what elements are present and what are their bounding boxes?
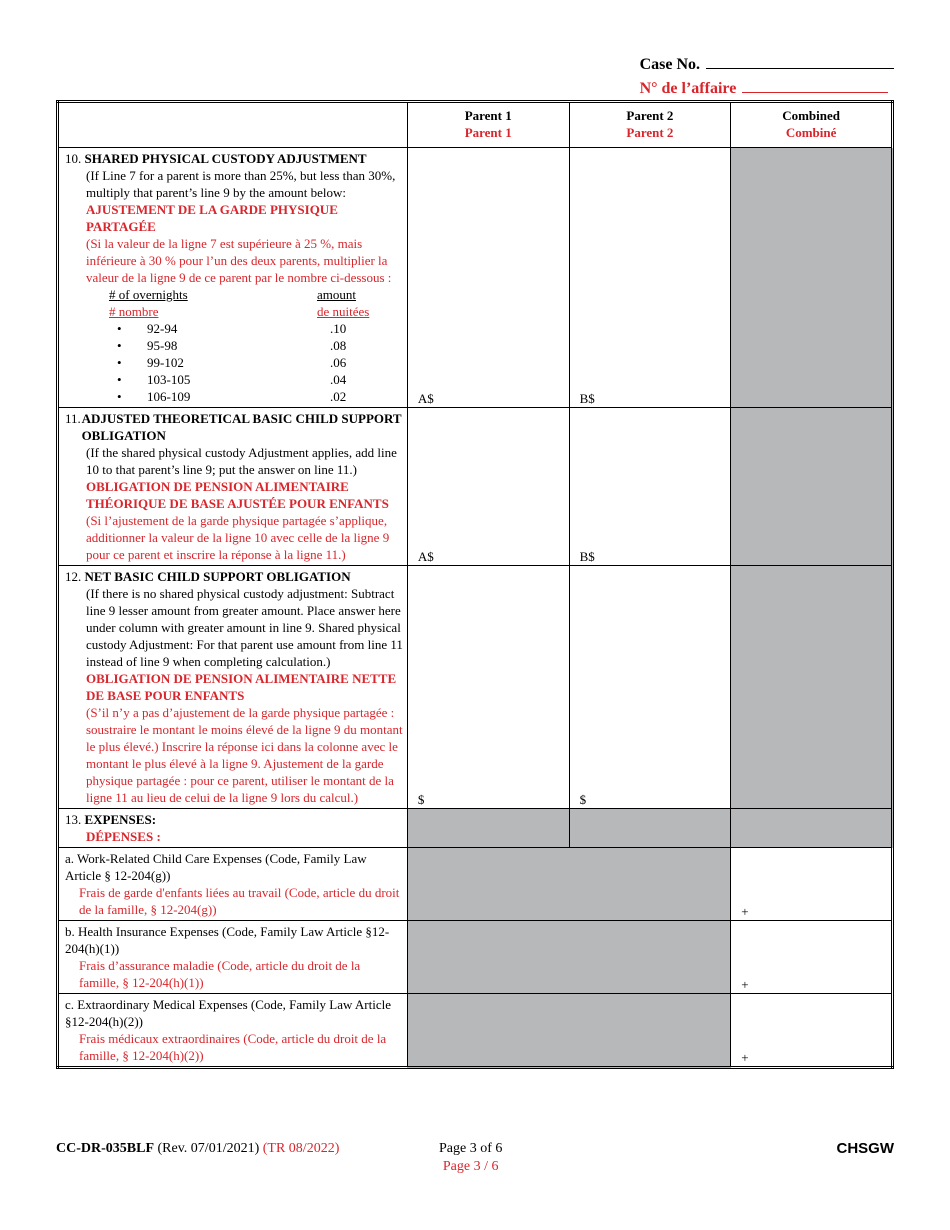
row-12 [58,566,893,809]
row-12-title: NET BASIC CHILD SUPPORT OBLIGATION [84,569,351,584]
row-13b-parents-shaded [407,921,730,994]
row-13a-parents-shaded [407,848,730,921]
row-12-combined-shaded [731,566,893,809]
row-13c-combined-field[interactable] [731,994,893,1068]
overnight-amount: .08 [330,338,347,353]
header-parent2 [569,102,731,148]
row-13-label [58,809,408,848]
row-10-title: SHARED PHYSICAL CUSTODY ADJUSTMENT [84,151,367,166]
header-blank-cell [58,102,408,148]
row-11-description-fr: (Si l’ajustement de la garde physique partagée s’applique, additionner la valeur de la ligne 10 avec celle de la ligne 9 pour ce parent et inscrire la réponse à la ligne 11.) [86,513,390,562]
overnight-amount: .02 [330,389,347,404]
row-13-title: EXPENSES: [84,812,157,827]
case-number-field-fr[interactable] [742,76,888,93]
page-number-en: Page 3 of 6 [439,1141,503,1156]
overnights-column-label: # of overnights [109,287,188,302]
row-11-combined-shaded [731,408,893,566]
row-11-title-fr: OBLIGATION DE PENSION ALIMENTAIRE THÉORIQUE DE BASE AJUSTÉE POUR ENFANTS [86,479,389,511]
form-id: CC-DR-035BLF [56,1141,154,1156]
row-10-parent2-amount: B$ [579,391,595,406]
row-10 [58,148,893,408]
overnight-amount: .10 [330,321,347,336]
row-10-number: 10. [65,151,82,166]
row-13-parent2-shaded [569,809,731,848]
row-13b [58,921,893,994]
row-13b-plus-sign: + [741,977,749,992]
row-12-parent1-amount: $ [417,792,425,807]
header-combined-fr: Combiné [785,125,837,140]
row-13a-label [58,848,408,921]
row-10-parent1-amount: A$ [417,391,434,406]
header-parent1 [407,102,569,148]
case-number-en [640,52,894,76]
header-parent1-fr: Parent 1 [464,125,512,140]
header-combined [731,102,893,148]
row-12-description-fr: (S’il n’y a pas d’ajustement de la garde physique partagée : soustraire le montant le moins élevé de la ligne 9 du montant le plus élevé.) Inscrire la réponse ici dans la colonne avec le montant le plus élevé à la ligne 9. Ajustement de la garde physique partagée : pour ce parent, utiliser le montant de la ligne 11 au lieu de celui de la ligne 9 lors du calcul.) [86,705,403,805]
row-11-title: ADJUSTED THEORETICAL BASIC CHILD SUPPORT OBLIGATION [81,411,402,443]
row-12-parent1-field[interactable] [407,566,569,809]
header-combined-en: Combined [782,108,841,123]
page-number-fr: Page 3 / 6 [442,1159,499,1174]
row-13-parent1-shaded [407,809,569,848]
form-revision: (Rev. 07/01/2021) [157,1141,260,1156]
row-10-description: (If Line 7 for a parent is more than 25%, but less than 30%, multiply that parent’s line 9 by the amount below: [86,168,396,200]
amount-column-label-fr: de nuitées [317,304,370,319]
row-13a-plus-sign: + [741,904,749,919]
overnights-header [65,286,403,303]
row-12-description: (If there is no shared physical custody adjustment: Subtract line 9 lesser amount from greater amount. Place answer here under column with greater amount in line 9. Shared physical custody Adjustment: For that parent use amount from line 11 instead of line 9 when completing calculation.) [86,586,403,669]
overnight-range: 99-102 [147,355,184,370]
row-10-label [58,148,408,408]
overnight-range: 103-105 [147,372,191,387]
row-11-label [58,408,408,566]
row-13b-combined-field[interactable] [731,921,893,994]
overnight-bullet: • 103-105 .04 [117,372,347,387]
row-11-parent1-amount: A$ [417,549,434,564]
page-number [439,1140,502,1176]
support-worksheet-table [56,100,894,1069]
overnight-bullet: • 106-109 .02 [117,389,347,404]
overnight-bullet: • 92-94 .10 [117,321,347,336]
form-translation-date: (TR 08/2022) [262,1141,340,1156]
row-12-parent2-amount: $ [579,792,587,807]
row-10-parent1-field[interactable] [407,148,569,408]
row-13a [58,848,893,921]
row-10-description-fr: (Si la valeur de la ligne 7 est supérieure à 25 %, mais inférieure à 30 % pour l’un des deux parents, multiplier la valeur de la ligne 9 de ce parent par le nombre ci-dessous : [86,236,392,285]
row-13a-description: a. Work-Related Child Care Expenses (Code, Family Law Article § 12-204(g)) [65,851,367,883]
row-13b-label [58,921,408,994]
row-10-title-fr: AJUSTEMENT DE LA GARDE PHYSIQUE PARTAGÉE [86,202,338,234]
header-parent2-en: Parent 2 [626,108,674,123]
row-13-number: 13. [65,812,82,827]
overnights-header-fr [65,303,403,320]
row-13a-combined-field[interactable] [731,848,893,921]
row-13c [58,994,893,1068]
case-number-fr [640,76,894,100]
amount-column-label: amount [317,287,356,302]
case-number-label: Case No. [639,56,700,73]
row-13-combined-shaded [731,809,893,848]
overnights-column-label-fr: # nombre [109,304,159,319]
row-13c-description-fr: Frais médicaux extraordinaires (Code, article du droit de la famille, § 12-204(h)(2)) [79,1031,387,1063]
header-parent1-en: Parent 1 [464,108,512,123]
row-13a-description-fr: Frais de garde d'enfants liées au travail (Code, article du droit de la famille, § 12-204(g)) [79,885,400,917]
form-code: CHSGW [836,1140,894,1157]
row-13c-description: c. Extraordinary Medical Expenses (Code, Family Law Article §12-204(h)(2)) [65,997,391,1029]
row-12-number: 12. [65,569,82,584]
overnight-range: 106-109 [147,389,191,404]
overnight-range: 92-94 [147,321,178,336]
row-13c-parents-shaded [407,994,730,1068]
row-11-parent2-amount: B$ [579,549,595,564]
row-10-parent2-field[interactable] [569,148,731,408]
row-11-number: 11. [65,411,81,426]
overnight-range: 95-98 [147,338,178,353]
row-13 [58,809,893,848]
case-number-block [640,52,894,100]
header-row [58,102,893,148]
case-number-label-fr: N° de l’affaire [639,80,737,97]
row-11-parent1-field[interactable] [407,408,569,566]
case-number-field[interactable] [706,52,894,69]
header-parent2-fr: Parent 2 [626,125,674,140]
row-12-label [58,566,408,809]
overnight-amount: .06 [330,355,347,370]
row-13b-description: b. Health Insurance Expenses (Code, Family Law Article §12-204(h)(1)) [65,924,390,956]
row-12-parent2-field[interactable] [569,566,731,809]
row-11-parent2-field[interactable] [569,408,731,566]
row-11-description: (If the shared physical custody Adjustment applies, add line 10 to that parent’s line 9; put the answer on line 11.) [86,445,397,477]
overnight-bullet: • 95-98 .08 [117,338,347,353]
overnight-amount: .04 [330,372,347,387]
row-13b-description-fr: Frais d’assurance maladie (Code, article du droit de la famille, § 12-204(h)(1)) [79,958,361,990]
row-10-combined-shaded [731,148,893,408]
row-13-title-fr: DÉPENSES : [86,829,161,844]
row-11 [58,408,893,566]
overnight-bullet: • 99-102 .06 [117,355,347,370]
row-12-title-fr: OBLIGATION DE PENSION ALIMENTAIRE NETTE DE BASE POUR ENFANTS [86,671,397,703]
row-13c-plus-sign: + [741,1050,749,1065]
form-identifier [56,1140,339,1158]
row-13c-label [58,994,408,1068]
